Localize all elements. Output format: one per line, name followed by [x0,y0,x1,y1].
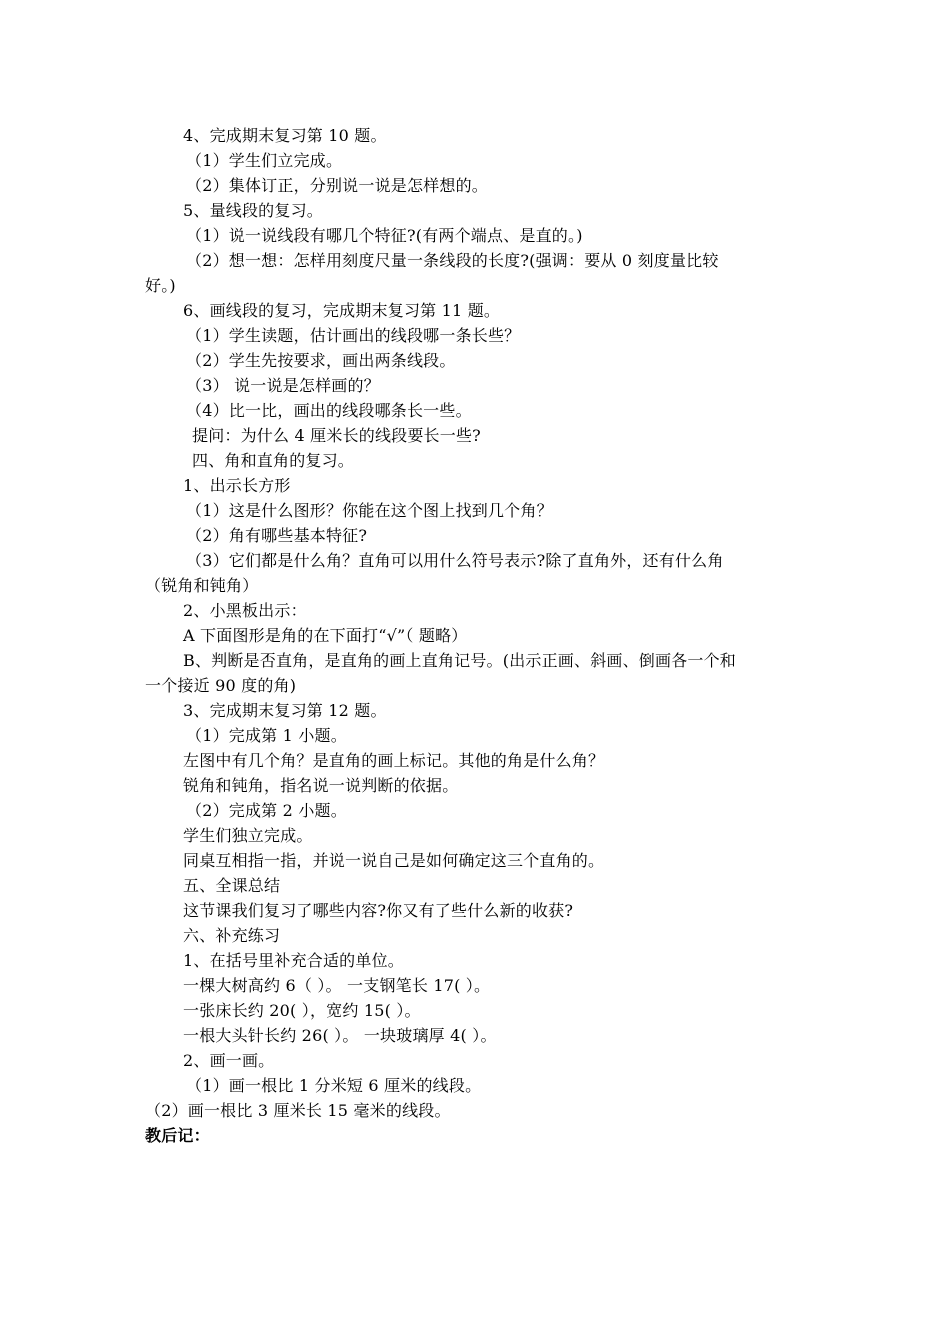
text-line: 一个接近 90 度的角) [145,676,297,695]
text-line: 6、画线段的复习，完成期末复习第 11 题。 [183,301,501,320]
section-heading: 六、补充练习 [183,926,281,945]
text-line: 左图中有几个角？是直角的画上标记。其他的角是什么角？ [183,751,605,770]
text-line: 2、画一画。 [183,1051,275,1070]
text-line: （2）画一根比 3 厘米长 15 毫米的线段。 [145,1101,451,1120]
section-heading: 四、角和直角的复习。 [192,451,355,470]
text-line: 一根大头针长约 26( ）。 一块玻璃厚 4( ）。 [183,1026,497,1045]
text-line: 锐角和钝角，指名说一说判断的依据。 [183,776,459,795]
text-line: （1）学生读题，估计画出的线段哪一条长些？ [186,326,521,345]
text-line: 一张床长约 20( ），宽约 15( ）。 [183,1001,421,1020]
text-line: （1）画一根比 1 分米短 6 厘米的线段。 [186,1076,482,1095]
text-line: （2）集体订正，分别说一说是怎样想的。 [186,176,488,195]
text-line: 2、小黑板出示： [183,601,307,620]
text-line: （锐角和钝角） [145,576,259,595]
text-line: 同桌互相指一指，并说一说自己是如何确定这三个直角的。 [183,851,605,870]
text-line: （2）学生先按要求，画出两条线段。 [186,351,456,370]
text-line: A 下面图形是角的在下面打“√”（ 题略） [183,626,468,645]
text-line: （2）角有哪些基本特征? [186,526,368,545]
text-line: （1）完成第 1 小题。 [186,726,347,745]
text-line: 1、出示长方形 [183,476,291,495]
text-line: （2）完成第 2 小题。 [186,801,347,820]
text-line: （2）想一想：怎样用刻度尺量一条线段的长度?(强调：要从 0 刻度量比较 [186,251,719,270]
text-line: 4、完成期末复习第 10 题。 [183,126,387,145]
text-line: （1）这是什么图形？你能在这个图上找到几个角？ [186,501,553,520]
text-line: （4）比一比，画出的线段哪条长一些。 [186,401,472,420]
text-line: 1、在括号里补充合适的单位。 [183,951,404,970]
section-heading: 五、全课总结 [183,876,281,895]
text-line: 5、量线段的复习。 [183,201,323,220]
text-line: 3、完成期末复习第 12 题。 [183,701,387,720]
text-line: 学生们独立完成。 [183,826,313,845]
text-line: （1）学生们立完成。 [186,151,343,170]
text-line: B、判断是否直角，是直角的画上直角记号。(出示正画、斜画、倒画各一个和 [183,651,737,670]
text-line: （3） 说一说是怎样画的？ [186,376,380,395]
text-line: 一棵大树高约 6（ ）。 一支钢笔长 17( ）。 [183,976,491,995]
text-line: （3）它们都是什么角？直角可以用什么符号表示?除了直角外，还有什么角 [186,551,724,570]
text-line: 提问：为什么 4 厘米长的线段要长一些? [192,426,481,445]
post-class-notes-label: 教后记： [145,1126,210,1145]
text-line: 这节课我们复习了哪些内容?你又有了些什么新的收获? [183,901,574,920]
text-line: （1）说一说线段有哪几个特征?(有两个端点、是直的。) [186,226,583,245]
text-line: 好。) [145,276,176,295]
